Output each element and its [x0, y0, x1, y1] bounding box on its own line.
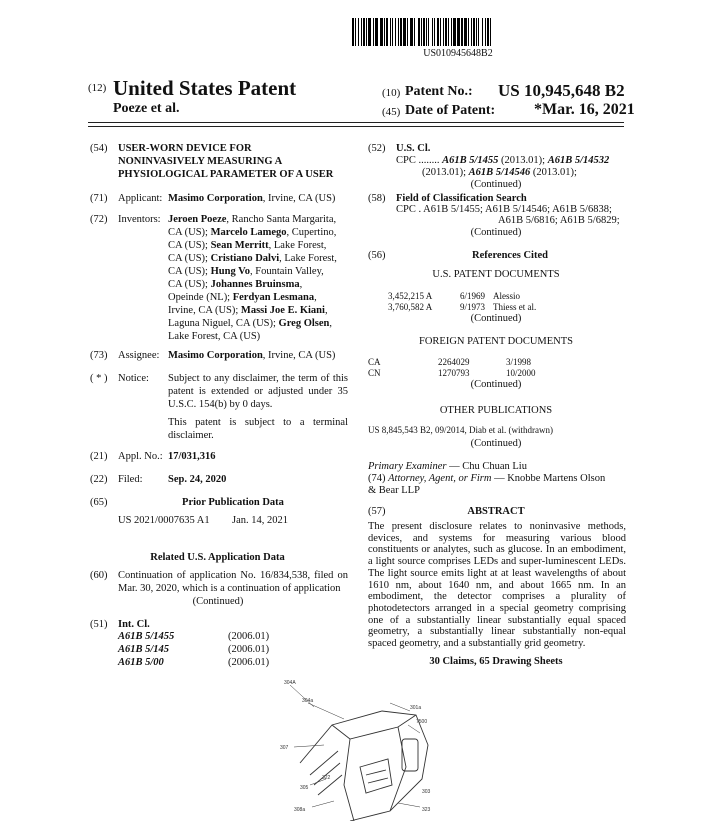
- strap-lines: [310, 751, 342, 795]
- inventor-name: Marcelo Lamego: [210, 227, 287, 238]
- applicant-name: Masimo Corporation: [168, 193, 263, 204]
- inventor-location: , Cupertino,: [286, 227, 337, 238]
- inventor-name: Massi Joe E. Kiani: [240, 305, 325, 316]
- inventor-line: [168, 291, 348, 304]
- cpc-class: A61B 5/1455: [442, 155, 499, 166]
- figure-label: 303: [422, 789, 431, 795]
- examiner-name: — Chu Chuan Liu: [446, 461, 527, 472]
- foreign-docs-list: [368, 357, 588, 379]
- filed-date: Sep. 24, 2020: [168, 474, 227, 485]
- prior-publication-number: US 2021/0007635 A1: [118, 515, 210, 526]
- cpc-prefix: CPC ........: [396, 155, 440, 166]
- inventor-location: , Fountain Valley,: [250, 266, 324, 277]
- inventor-location: Opeinde (NL);: [168, 292, 233, 303]
- applicant-code: (71): [90, 193, 108, 204]
- intcl-code: (51): [90, 619, 108, 630]
- figure-label: 323: [422, 807, 431, 813]
- us-doc-name: Alessio: [493, 291, 520, 301]
- attorney-label: Attorney, Agent, or Firm: [388, 473, 492, 484]
- foreign-continued: (Continued): [470, 379, 522, 390]
- intcl-row: [118, 656, 288, 669]
- intcl-class: A61B 5/00: [118, 657, 164, 668]
- title-line: PHYSIOLOGICAL PARAMETER OF A USER: [118, 169, 334, 180]
- cpc-class: A61B 5/14532: [547, 155, 610, 166]
- field-text-1: CPC . A61B 5/1455; A61B 5/14546; A61B 5/6838;: [396, 204, 612, 215]
- cpc-version: (2013.01);: [498, 155, 548, 166]
- intcl-version: (2006.01): [228, 657, 270, 668]
- device-top-edge: [332, 715, 416, 739]
- us-docs-continued: (Continued): [470, 313, 522, 324]
- intcl-class: A61B 5/1455: [118, 631, 175, 642]
- field-text-2: A61B 5/6816; A61B 5/6829;: [498, 215, 620, 226]
- related-heading: Related U.S. Application Data: [150, 552, 285, 563]
- notice-label: Notice:: [118, 373, 149, 384]
- inventor-name: Sean Merritt: [210, 240, 269, 251]
- abstract-text: The present disclosure relates to noninvasive methods, devices, and systems for measuring various blood constituents or analytes, such as glucose. In an embodiment, a light source comprises LEDs and super-luminescent LEDs. The light source emits light at at least wavelengths of about 1610 nm, about 1640 nm, and about 1665 nm. In an embodiment, the detector comprises a plurality of photodetectors arranged in a special geometry comprising one of a substantially linear substantially equal spaced geometry, a substantially linear substantially non-equal spaced geometry, and a substantially grid geometry.: [368, 521, 626, 650]
- foreign-doc-country: CA: [368, 357, 381, 367]
- foreign-doc-row: [368, 357, 588, 368]
- claims-count: 30 Claims, 65 Drawing Sheets: [429, 656, 563, 667]
- intcl-row: [118, 643, 288, 656]
- intcl-row: [118, 630, 288, 643]
- inventor-location: , Lake Forest,: [268, 240, 327, 251]
- date-of-patent-label: Date of Patent:: [405, 103, 496, 118]
- figure-label: 304a: [302, 698, 314, 704]
- notice-text: Subject to any disclaimer, the term of this patent is extended or adjusted under 35 U.S.C. 154(b) by 0 days.: [168, 373, 348, 410]
- attorney-line-2: & Bear LLP: [368, 485, 420, 496]
- cpc-version: (2013.01);: [530, 167, 577, 178]
- us-docs-heading: U.S. PATENT DOCUMENTS: [432, 269, 560, 280]
- inventor-line: [168, 239, 348, 252]
- inventors-code: (72): [90, 214, 108, 225]
- inventor-line: [168, 226, 348, 239]
- document-type: United States Patent: [113, 76, 297, 100]
- inventor-line: [168, 278, 348, 291]
- appl-label: Appl. No.:: [118, 451, 163, 462]
- inventor-name: Hung Vo: [210, 266, 250, 277]
- figure-label: 308a: [294, 807, 306, 813]
- figure-label: 305: [300, 785, 309, 791]
- inventor-line: [168, 317, 348, 330]
- barcode: [352, 18, 564, 46]
- prior-publication-date: Jan. 14, 2021: [232, 515, 288, 526]
- inventor-name: Johannes Bruinsma: [210, 279, 300, 290]
- code-12: (12): [88, 82, 107, 94]
- examiner-label: Primary Examiner: [368, 461, 447, 472]
- figure-label: 322: [322, 775, 331, 781]
- appl-number: 17/031,316: [168, 451, 216, 462]
- terminal-disclaimer: This patent is subject to a terminal disclaimer.: [168, 417, 348, 441]
- intcl-list: [118, 630, 288, 669]
- inventor-line: [168, 330, 348, 343]
- uscl-code: (52): [368, 143, 386, 154]
- inventor-name: Cristiano Dalvi: [210, 253, 280, 264]
- inventors-list: [168, 213, 348, 343]
- cpc-class: A61B 5/14546: [468, 167, 531, 178]
- continuation-continued: (Continued): [192, 596, 244, 607]
- intcl-label: Int. Cl.: [118, 619, 150, 630]
- us-doc-number: 3,452,215 A: [388, 291, 433, 301]
- us-docs-list: [388, 291, 588, 313]
- filed-code: (22): [90, 474, 108, 485]
- appl-code: (21): [90, 451, 108, 462]
- foreign-docs-heading: FOREIGN PATENT DOCUMENTS: [418, 336, 574, 347]
- inventor-location: ,: [329, 318, 333, 329]
- date-of-patent: *Mar. 16, 2021: [534, 101, 635, 118]
- title-code: (54): [90, 143, 108, 154]
- prior-publication-heading: Prior Publication Data: [182, 497, 284, 508]
- inventor-location: ,: [314, 292, 317, 303]
- emitter-detail: [366, 770, 388, 783]
- barcode-number: US010945648B2: [423, 48, 493, 59]
- barcode-bar: [491, 18, 493, 46]
- cpc-version: (2013.01);: [422, 167, 469, 178]
- us-doc-date: 6/1969: [460, 291, 486, 301]
- front-page-drawing: [270, 675, 460, 821]
- intcl-version: (2006.01): [228, 644, 270, 655]
- emitter-block: [360, 759, 392, 793]
- refs-code: (56): [368, 250, 386, 261]
- notice-code: ( * ): [90, 373, 108, 384]
- field-code: (58): [368, 193, 386, 204]
- inventor-location: ,: [299, 279, 303, 290]
- inventor-location: CA (US);: [168, 266, 211, 277]
- inventor-name: Ferdyan Lesmana: [232, 292, 315, 303]
- applicant: [168, 192, 348, 205]
- assignee: [168, 349, 353, 362]
- refs-heading: References Cited: [472, 250, 548, 261]
- continuation-text: Continuation of application No. 16/834,538, filed on Mar. 30, 2020, which is a continuation of application: [118, 570, 348, 594]
- device-inner-edge: [344, 739, 354, 821]
- figure-label: 304A: [284, 680, 296, 686]
- other-publications-heading: OTHER PUBLICATIONS: [439, 405, 553, 416]
- us-doc-row: [388, 291, 588, 302]
- title-line: NONINVASIVELY MEASURING A: [118, 156, 283, 167]
- abstract-code: (57): [368, 506, 386, 517]
- uscl-continued: (Continued): [470, 179, 522, 190]
- patent-number: US 10,945,648 B2: [498, 81, 625, 100]
- other-publication: US 8,845,543 B2, 09/2014, Diab et al. (withdrawn): [368, 425, 553, 435]
- intcl-version: (2006.01): [228, 631, 270, 642]
- assignee-name: Masimo Corporation: [168, 350, 263, 361]
- foreign-doc-number: 2264029: [438, 357, 470, 367]
- us-doc-name: Thiess et al.: [493, 302, 537, 312]
- field-continued: (Continued): [470, 227, 522, 238]
- header-rule-2: [88, 126, 624, 127]
- patent-number-label: Patent No.:: [405, 84, 473, 99]
- inventor-location: Irvine, CA (US);: [168, 305, 241, 316]
- uscl-label: U.S. Cl.: [396, 143, 431, 154]
- code-10: (10): [382, 87, 401, 99]
- applicant-location: , Irvine, CA (US): [262, 193, 336, 204]
- title-line: USER-WORN DEVICE FOR: [118, 143, 252, 154]
- inventor-location: Laguna Niguel, CA (US);: [168, 318, 279, 329]
- foreign-doc-number: 1270793: [438, 368, 470, 378]
- us-doc-date: 9/1973: [460, 302, 486, 312]
- other-continued: (Continued): [470, 438, 522, 449]
- inventor-line: [168, 265, 348, 278]
- patent-title: [118, 142, 358, 181]
- inventor-name: Jeroen Poeze: [168, 214, 227, 225]
- us-doc-number: 3,760,582 A: [388, 302, 433, 312]
- inventor-location: CA (US);: [168, 227, 211, 238]
- inventor-location: CA (US);: [168, 279, 211, 290]
- inventor-location: Lake Forest, CA (US): [168, 331, 261, 342]
- foreign-doc-date: 3/1998: [506, 357, 532, 367]
- figure-label: 301a: [410, 705, 422, 711]
- inventor-location: CA (US);: [168, 240, 211, 251]
- intcl-class: A61B 5/145: [118, 644, 170, 655]
- assignee-code: (73): [90, 350, 108, 361]
- inventors-short: Poeze et al.: [113, 101, 180, 116]
- figure-label: 307: [280, 745, 289, 751]
- prior-code: (65): [90, 497, 108, 508]
- inventor-location: CA (US);: [168, 253, 211, 264]
- inventor-location: , Rancho Santa Margarita,: [226, 214, 337, 225]
- inventor-location: ,: [324, 305, 328, 316]
- header-rule-1: [88, 122, 624, 123]
- inventors-label: Inventors:: [118, 214, 161, 225]
- abstract-heading: ABSTRACT: [467, 506, 525, 517]
- device-sensor-window: [402, 739, 418, 771]
- inventor-line: [168, 213, 348, 226]
- attorney-code: (74): [368, 473, 389, 484]
- assignee-location: , Irvine, CA (US): [262, 350, 336, 361]
- field-label: Field of Classification Search: [396, 193, 527, 204]
- inventor-name: Greg Olsen: [278, 318, 330, 329]
- filed-label: Filed:: [118, 474, 143, 485]
- continuation-code: (60): [90, 570, 108, 581]
- code-45: (45): [382, 106, 401, 118]
- figure-label: 7500: [416, 719, 428, 725]
- attorney-name: — Knobbe Martens Olson: [491, 473, 606, 484]
- inventor-line: [168, 304, 348, 317]
- inventor-location: , Lake Forest,: [279, 253, 337, 264]
- foreign-doc-country: CN: [368, 368, 381, 378]
- foreign-doc-date: 10/2000: [506, 368, 536, 378]
- inventor-line: [168, 252, 348, 265]
- assignee-label: Assignee:: [118, 350, 160, 361]
- applicant-label: Applicant:: [118, 193, 163, 204]
